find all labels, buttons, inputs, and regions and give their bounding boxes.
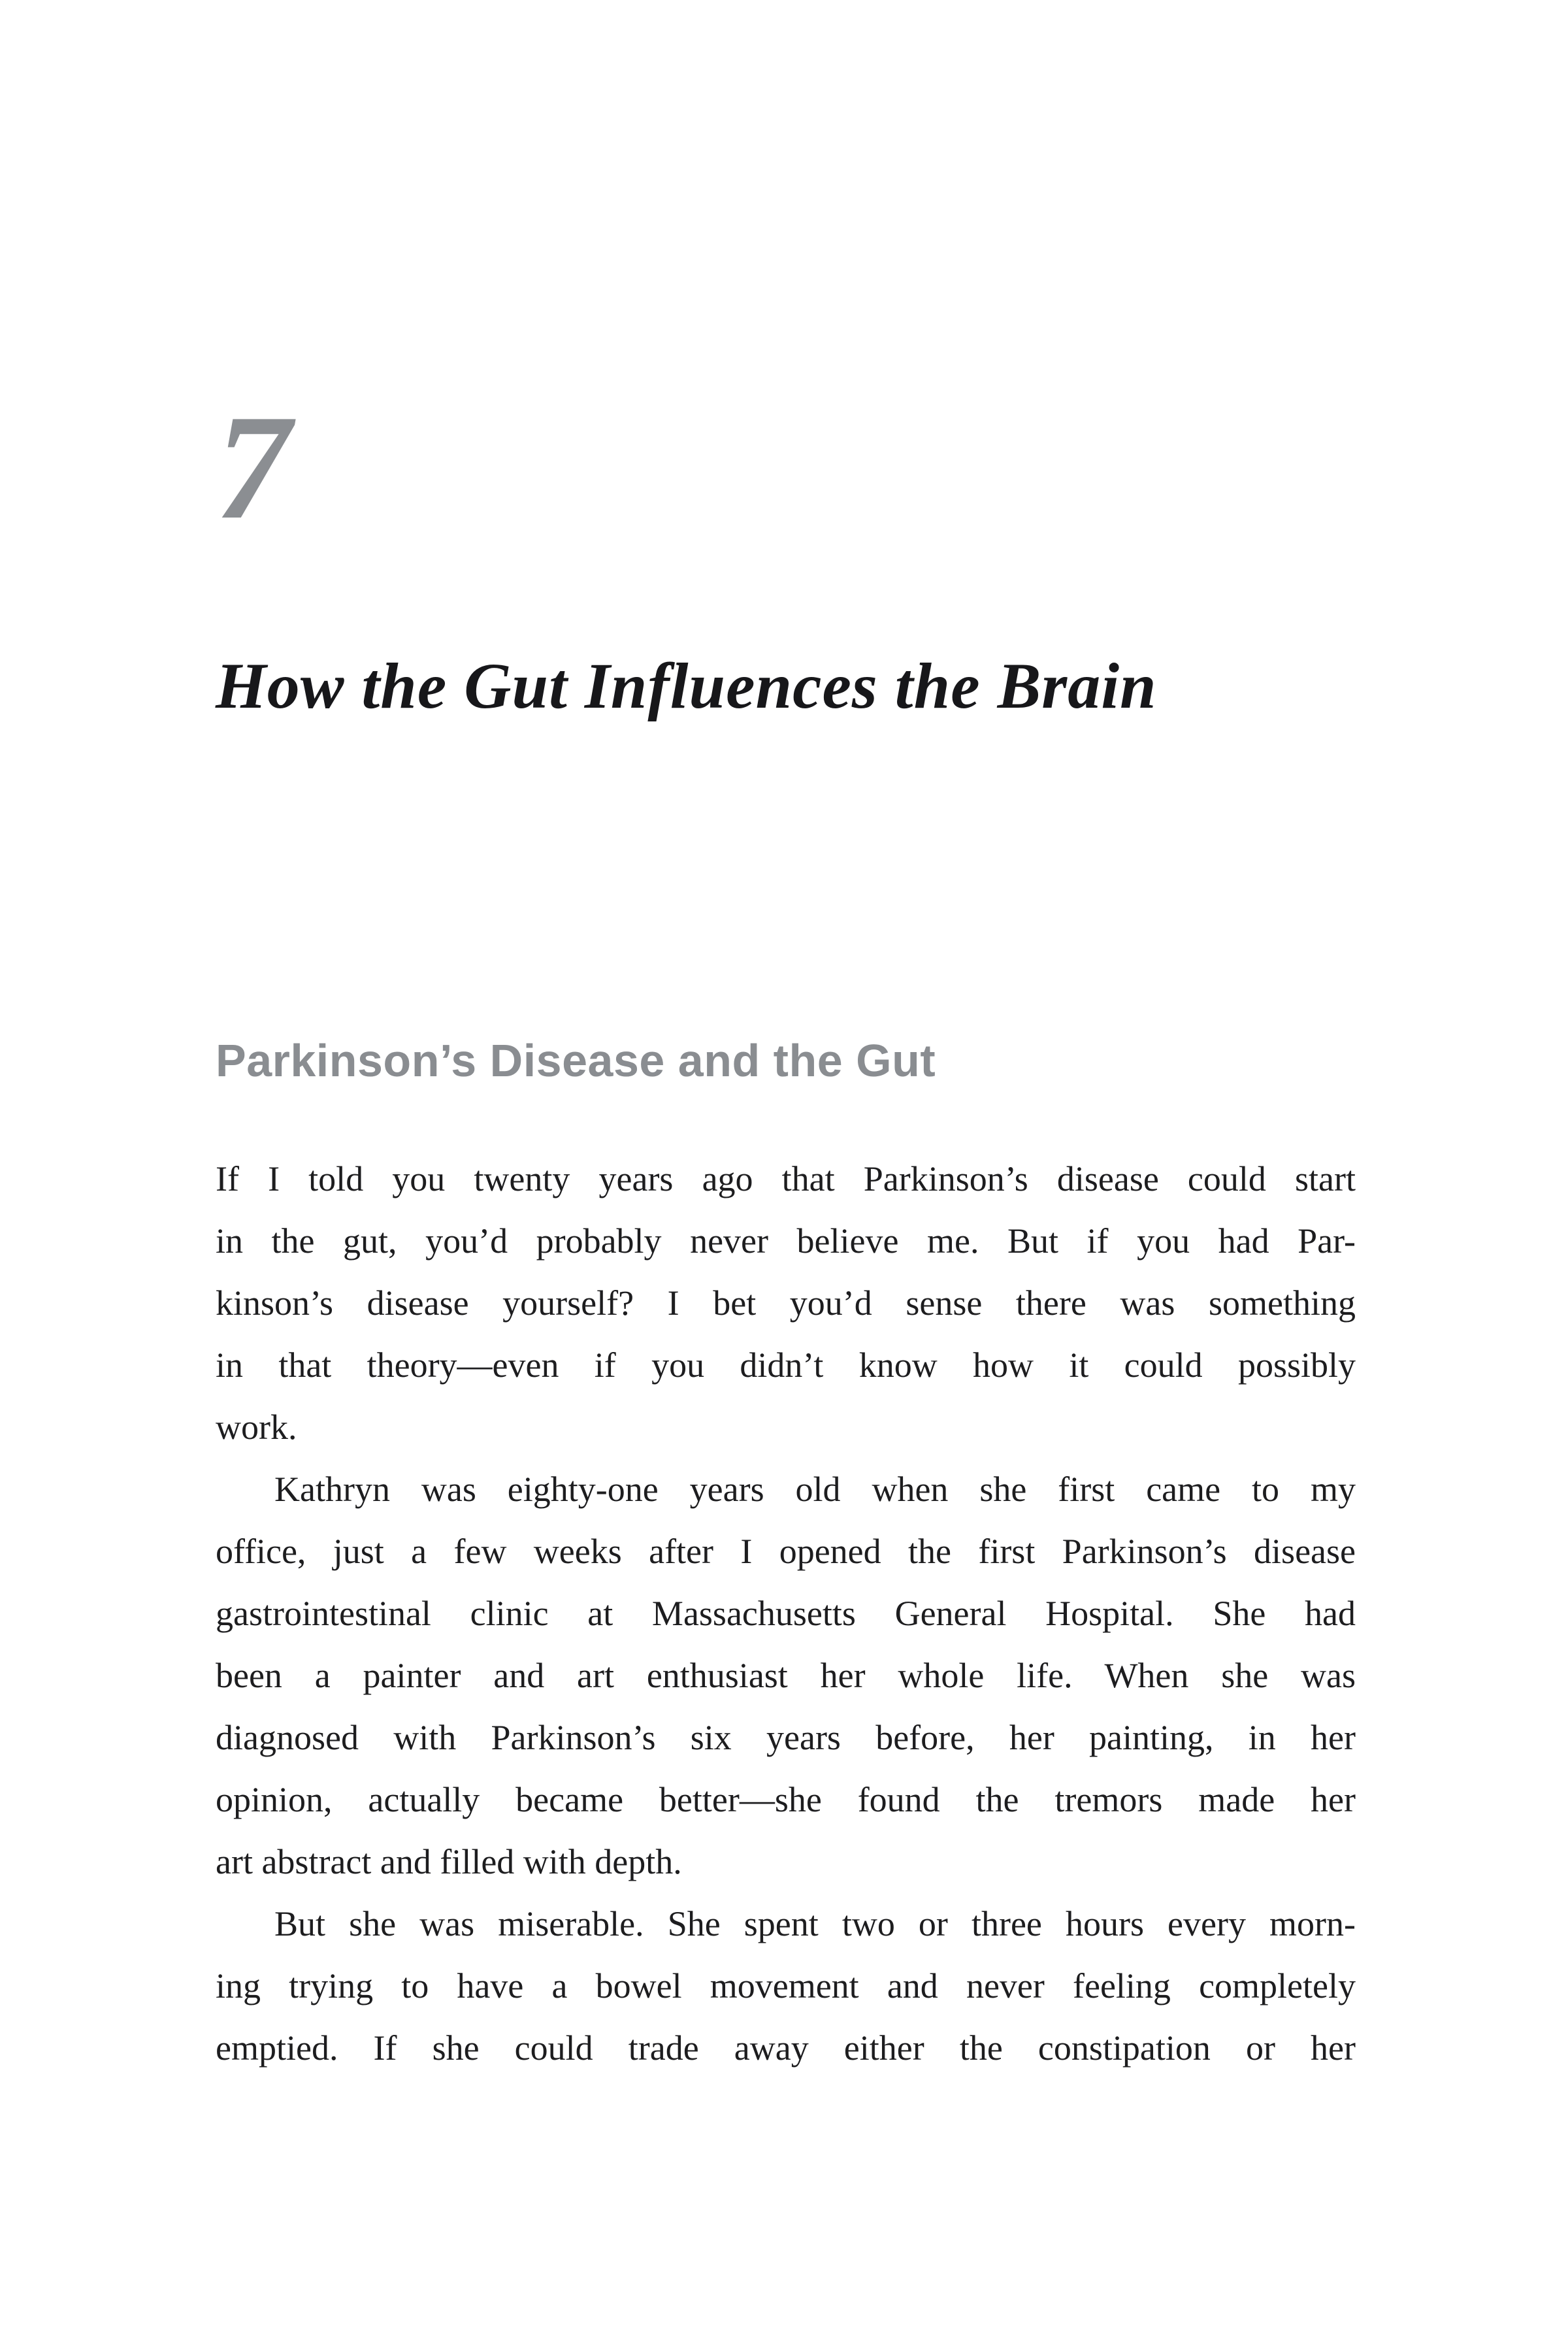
body-line: Kathryn was eighty-one years old when she first came to my	[274, 1470, 1356, 1509]
body-line: art abstract and filled with depth.	[216, 1842, 682, 1881]
body-line: gastrointestinal clinic at Massachusetts General Hospital. She had	[216, 1594, 1356, 1633]
chapter-title: How the Gut Influences the Brain	[216, 650, 1157, 722]
body-line: work.	[216, 1408, 297, 1447]
section-heading: Parkinson’s Disease and the Gut	[216, 1035, 936, 1086]
body-line: in that theory—even if you didn’t know how it could possibly	[216, 1345, 1356, 1385]
body-line: kinson’s disease yourself? I bet you’d sense there was something	[216, 1283, 1356, 1323]
body-line: diagnosed with Parkinson’s six years before, her painting, in her	[216, 1718, 1356, 1757]
body-line: If I told you twenty years ago that Parkinson’s disease could start	[216, 1159, 1356, 1198]
body-line: ing trying to have a bowel movement and never feeling completely	[216, 1966, 1356, 2005]
body-line: been a painter and art enthusiast her whole life. When she was	[216, 1656, 1356, 1695]
body-text	[216, 1148, 1356, 2079]
body-line: in the gut, you’d probably never believe me. But if you had Par-	[216, 1221, 1356, 1261]
body-line: office, just a few weeks after I opened the first Parkinson’s disease	[216, 1532, 1356, 1571]
body-line: emptied. If she could trade away either the constipation or her	[216, 2028, 1356, 2068]
body-line: opinion, actually became better—she found the tremors made her	[216, 1780, 1356, 1819]
body-line: But she was miserable. She spent two or three hours every morn-	[274, 1904, 1356, 1943]
chapter-number: 7	[216, 384, 291, 550]
